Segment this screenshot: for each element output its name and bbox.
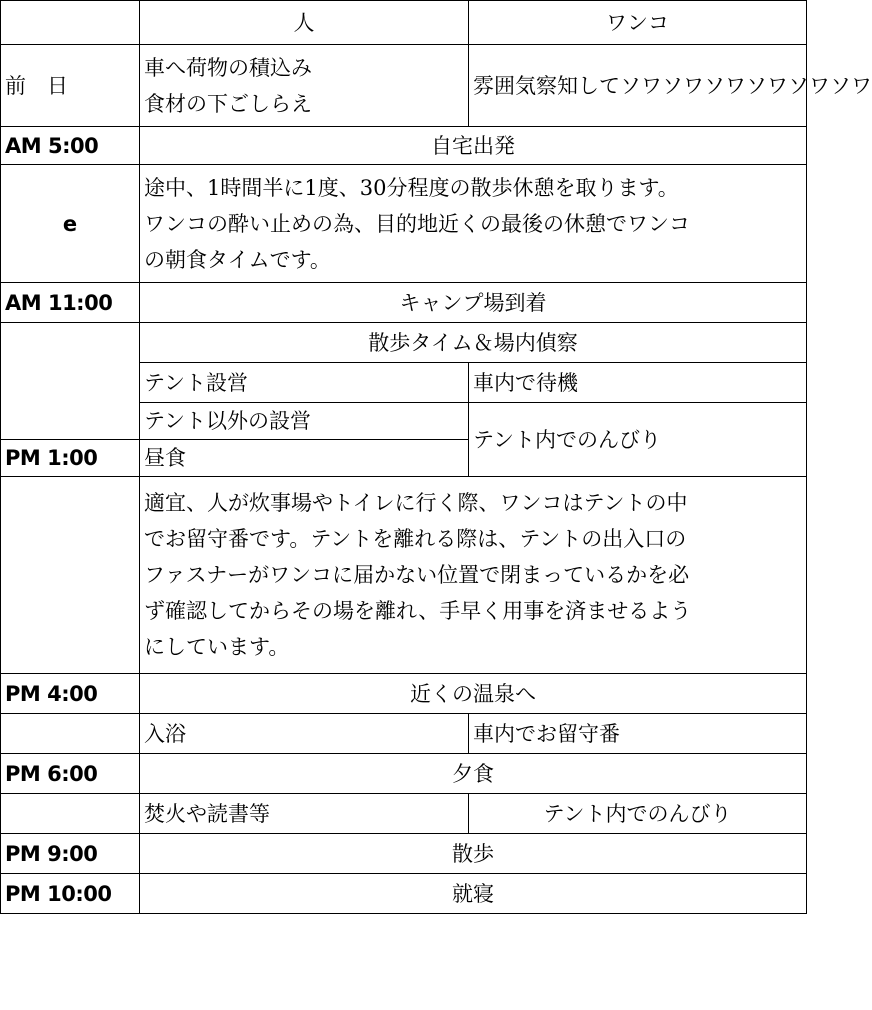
sleep-text: 就寝 <box>140 874 807 914</box>
campfire-blank-cell <box>1 794 140 834</box>
row-campfire <box>1 794 807 834</box>
bath-person: 入浴 <box>140 714 469 754</box>
afternoon-blank-cell <box>1 323 140 440</box>
prev-day-dog-cell: 雰囲気察知してソワソワソワソワソワソワ <box>469 45 807 127</box>
note-cell <box>140 477 807 674</box>
time-header-cell <box>1 1 140 45</box>
onsen-text: 近くの温泉へ <box>140 674 807 714</box>
dinner-text: 夕食 <box>140 754 807 794</box>
setup-dog: テント内でのんびり <box>469 403 807 477</box>
prev-day-person-line2: 食材の下ごしらえ <box>144 91 312 116</box>
depart-text: 自宅出発 <box>140 127 807 165</box>
note-line1: 適宜、人が炊事場やトイレに行く際、ワンコはテントの中 <box>144 491 688 515</box>
tent-dog: 車内で待機 <box>469 363 807 403</box>
row-depart <box>1 127 807 165</box>
lunch-time: PM 1:00 <box>1 440 140 477</box>
depart-time: AM 5:00 <box>1 127 140 165</box>
night-walk-text: 散歩 <box>140 834 807 874</box>
prev-day-person-cell <box>140 45 469 127</box>
travel-line1: 途中、1時間半に1度、30分程度の散歩休憩を取ります。 <box>144 175 679 200</box>
note-line3: ファスナーがワンコに届かない位置で閉まっているかを必 <box>144 563 690 587</box>
row-onsen <box>1 674 807 714</box>
note-line2: でお留守番です。テントを離れる際は、テントの出入口の <box>144 527 687 551</box>
prev-day-label: 前 日 <box>1 45 140 127</box>
arrive-time: AM 11:00 <box>1 283 140 323</box>
travel-note-cell <box>140 165 807 283</box>
note-blank-cell <box>1 477 140 674</box>
campfire-person: 焚火や読書等 <box>140 794 469 834</box>
note-line5: にしています。 <box>144 635 290 659</box>
row-note <box>1 477 807 674</box>
row-travel <box>1 165 807 283</box>
row-walk <box>1 323 807 363</box>
row-sleep <box>1 874 807 914</box>
sleep-time: PM 10:00 <box>1 874 140 914</box>
campfire-dog: テント内でのんびり <box>469 794 807 834</box>
travel-line3: の朝食タイムです。 <box>144 247 331 272</box>
header-row <box>1 1 807 45</box>
onsen-time: PM 4:00 <box>1 674 140 714</box>
dinner-time: PM 6:00 <box>1 754 140 794</box>
row-dinner <box>1 754 807 794</box>
setup-person: テント以外の設営 <box>140 403 469 440</box>
arrive-text: キャンプ場到着 <box>140 283 807 323</box>
tent-person: テント設営 <box>140 363 469 403</box>
row-prev-day <box>1 45 807 127</box>
travel-symbol-icon: e <box>1 165 140 283</box>
row-bath <box>1 714 807 754</box>
walk-text: 散歩タイム＆場内偵察 <box>140 323 807 363</box>
bath-dog: 車内でお留守番 <box>469 714 807 754</box>
person-column-header: 人 <box>140 1 469 45</box>
note-line4: ず確認してからその場を離れ、手早く用事を済ませるよう <box>144 599 692 623</box>
row-arrive <box>1 283 807 323</box>
bath-blank-cell <box>1 714 140 754</box>
lunch-person: 昼食 <box>140 440 469 477</box>
dog-column-header: ワンコ <box>469 1 807 45</box>
row-night-walk <box>1 834 807 874</box>
prev-day-person-line1: 車へ荷物の積込み <box>144 55 312 80</box>
night-walk-time: PM 9:00 <box>1 834 140 874</box>
travel-line2: ワンコの酔い止めの為、目的地近くの最後の休憩でワンコ <box>144 211 690 236</box>
